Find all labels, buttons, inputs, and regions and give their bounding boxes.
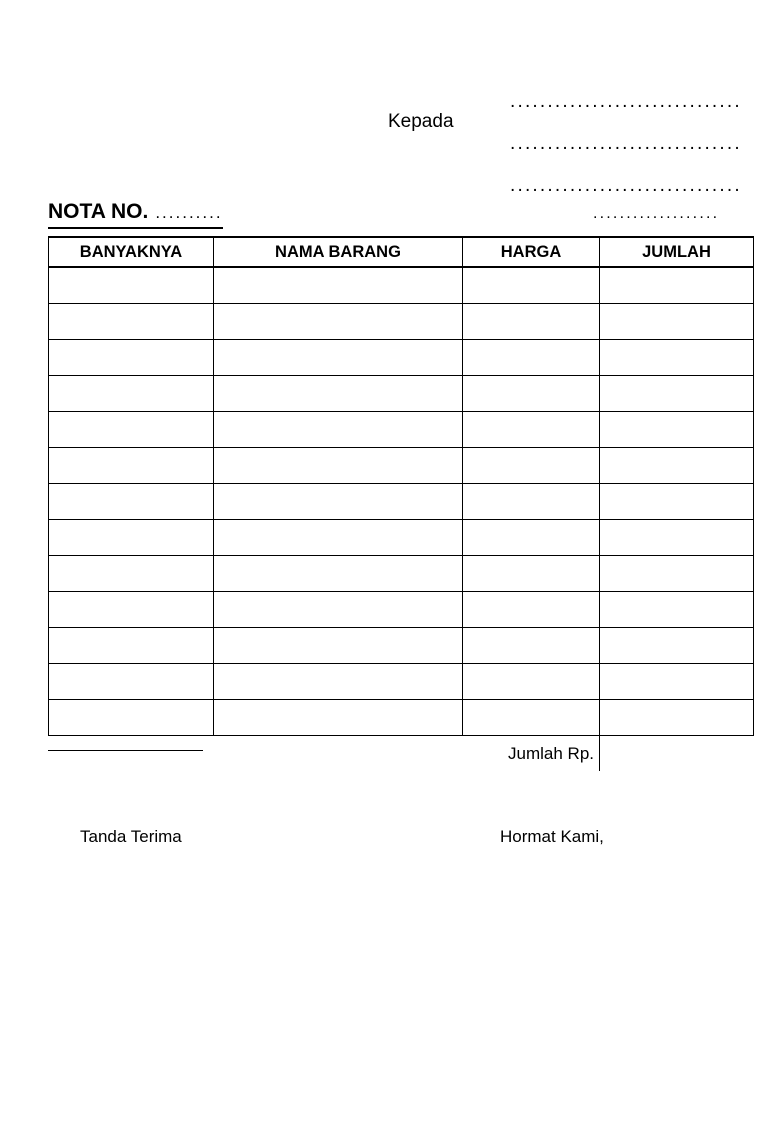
items-table xyxy=(48,236,754,771)
cell-harga[interactable] xyxy=(463,628,600,664)
table-header-row xyxy=(49,237,754,267)
cell-jumlah[interactable] xyxy=(600,592,754,628)
cell-nama-barang[interactable] xyxy=(214,628,463,664)
table-row[interactable] xyxy=(49,556,754,592)
address-line-2[interactable]: ............................... xyxy=(510,133,742,154)
cell-nama-barang[interactable] xyxy=(214,267,463,304)
cell-jumlah[interactable] xyxy=(600,664,754,700)
cell-nama-barang[interactable] xyxy=(214,700,463,736)
cell-nama-barang[interactable] xyxy=(214,664,463,700)
address-line-4[interactable]: ................... xyxy=(593,205,720,222)
table-row[interactable] xyxy=(49,267,754,304)
nota-number-label: NOTA NO. xyxy=(48,200,149,223)
table-row[interactable] xyxy=(49,628,754,664)
cell-jumlah[interactable] xyxy=(600,267,754,304)
cell-jumlah[interactable] xyxy=(600,412,754,448)
cell-harga[interactable] xyxy=(463,484,600,520)
total-label: Jumlah Rp. xyxy=(463,736,600,772)
table-total-row xyxy=(49,736,754,772)
total-value[interactable] xyxy=(600,736,754,772)
cell-harga[interactable] xyxy=(463,267,600,304)
cell-nama-barang[interactable] xyxy=(214,484,463,520)
cell-jumlah[interactable] xyxy=(600,700,754,736)
nota-number-field[interactable] xyxy=(48,200,223,229)
items-table-body xyxy=(49,267,754,771)
cell-harga[interactable] xyxy=(463,664,600,700)
column-header-jumlah: JUMLAH xyxy=(600,237,754,267)
tanda-terima-label: Tanda Terima xyxy=(80,827,182,846)
address-line-3[interactable]: ............................... xyxy=(510,175,742,196)
cell-banyaknya[interactable] xyxy=(49,304,214,340)
cell-jumlah[interactable] xyxy=(600,376,754,412)
cell-banyaknya[interactable] xyxy=(49,556,214,592)
nota-number-blank[interactable]: .......... xyxy=(155,203,223,222)
cell-jumlah[interactable] xyxy=(600,520,754,556)
cell-harga[interactable] xyxy=(463,376,600,412)
hormat-kami-label: Hormat Kami, xyxy=(500,827,604,846)
cell-nama-barang[interactable] xyxy=(214,448,463,484)
kepada-label: Kepada xyxy=(388,111,454,132)
cell-banyaknya[interactable] xyxy=(49,340,214,376)
cell-nama-barang[interactable] xyxy=(214,592,463,628)
cell-nama-barang[interactable] xyxy=(214,556,463,592)
table-row[interactable] xyxy=(49,484,754,520)
table-row[interactable] xyxy=(49,412,754,448)
cell-jumlah[interactable] xyxy=(600,340,754,376)
cell-nama-barang[interactable] xyxy=(214,304,463,340)
cell-banyaknya[interactable] xyxy=(49,267,214,304)
cell-banyaknya[interactable] xyxy=(49,592,214,628)
cell-harga[interactable] xyxy=(463,448,600,484)
cell-harga[interactable] xyxy=(463,700,600,736)
cell-nama-barang[interactable] xyxy=(214,376,463,412)
column-header-nama-barang: NAMA BARANG xyxy=(214,237,463,267)
cell-jumlah[interactable] xyxy=(600,448,754,484)
cell-nama-barang[interactable] xyxy=(214,412,463,448)
cell-banyaknya[interactable] xyxy=(49,520,214,556)
cell-harga[interactable] xyxy=(463,412,600,448)
table-row[interactable] xyxy=(49,448,754,484)
cell-jumlah[interactable] xyxy=(600,304,754,340)
table-row[interactable] xyxy=(49,520,754,556)
cell-banyaknya[interactable] xyxy=(49,484,214,520)
cell-banyaknya[interactable] xyxy=(49,448,214,484)
signature-underline xyxy=(48,750,203,751)
cell-nama-barang[interactable] xyxy=(214,520,463,556)
cell-harga[interactable] xyxy=(463,592,600,628)
cell-jumlah[interactable] xyxy=(600,628,754,664)
cell-banyaknya[interactable] xyxy=(49,628,214,664)
column-header-harga: HARGA xyxy=(463,237,600,267)
table-row[interactable] xyxy=(49,664,754,700)
cell-harga[interactable] xyxy=(463,340,600,376)
total-spacer-nama xyxy=(214,736,463,772)
table-row[interactable] xyxy=(49,340,754,376)
cell-jumlah[interactable] xyxy=(600,484,754,520)
cell-harga[interactable] xyxy=(463,556,600,592)
address-line-1[interactable]: ............................... xyxy=(510,91,742,112)
cell-banyaknya[interactable] xyxy=(49,700,214,736)
table-row[interactable] xyxy=(49,376,754,412)
total-spacer-banyaknya xyxy=(49,736,214,772)
cell-banyaknya[interactable] xyxy=(49,376,214,412)
table-row[interactable] xyxy=(49,700,754,736)
table-row[interactable] xyxy=(49,304,754,340)
table-row[interactable] xyxy=(49,592,754,628)
cell-nama-barang[interactable] xyxy=(214,340,463,376)
cell-harga[interactable] xyxy=(463,520,600,556)
cell-harga[interactable] xyxy=(463,304,600,340)
cell-jumlah[interactable] xyxy=(600,556,754,592)
cell-banyaknya[interactable] xyxy=(49,412,214,448)
cell-banyaknya[interactable] xyxy=(49,664,214,700)
column-header-banyaknya: BANYAKNYA xyxy=(49,237,214,267)
